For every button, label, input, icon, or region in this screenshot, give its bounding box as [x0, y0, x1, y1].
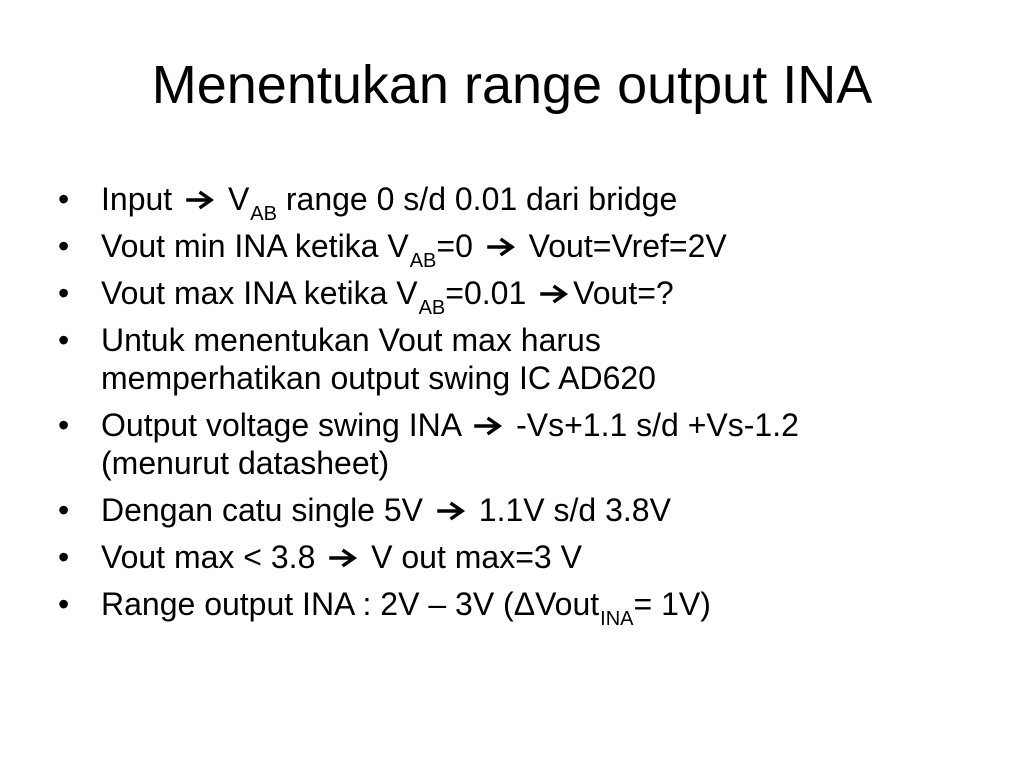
bullet-3-text-1: Vout max INA ketika V	[101, 275, 418, 311]
bullet-2-text-3: Vout=Vref=2V	[528, 228, 727, 264]
right-arrow-icon	[185, 189, 215, 211]
bullet-1-text-1: Input	[101, 181, 173, 217]
right-arrow-icon	[473, 415, 503, 437]
bullet-2-text-2: =0	[436, 228, 473, 264]
bullet-2-text-1: Vout min INA ketika V	[101, 228, 409, 264]
right-arrow-icon	[539, 283, 569, 305]
slide-title: Menentukan range output INA	[151, 55, 873, 115]
bullet-3-text-2: =0.01	[445, 275, 527, 311]
bullet-5-text-2: -Vs+1.1 s/d +Vs-1.2	[516, 407, 799, 443]
bullet-list	[56, 180, 991, 632]
bullet-7-text-2: V out max=3 V	[371, 539, 582, 575]
bullet-1-subscript: AB	[250, 203, 277, 225]
bullet-4-line-2: memperhatikan output swing IC AD620	[101, 360, 656, 396]
bullet-3-text-3: Vout=?	[573, 275, 674, 311]
bullet-6-text-1: Dengan catu single 5V	[101, 492, 423, 528]
bullet-7-text-1: Vout max < 3.8	[101, 539, 316, 575]
bullet-item-4	[56, 321, 991, 397]
bullet-3-subscript: AB	[418, 297, 446, 319]
right-arrow-icon	[328, 547, 358, 569]
bullet-4-line-1: • Untuk menentukan Vout max harus	[101, 322, 601, 358]
bullet-item-6	[56, 491, 991, 529]
bullet-5-text-1: Output voltage swing INA	[101, 407, 461, 443]
bullet-1-text-2: V	[227, 181, 250, 217]
right-arrow-icon	[486, 236, 516, 258]
bullet-8-text-2: = 1V)	[633, 586, 711, 622]
bullet-6-text-2: 1.1V s/d 3.8V	[478, 492, 671, 528]
bullet-item-5	[56, 406, 991, 482]
bullet-item-7	[56, 538, 991, 576]
bullet-item-3	[56, 274, 991, 319]
bullet-item-8	[56, 585, 991, 630]
bullet-1-text-3: range 0 s/d 0.01 dari bridge	[285, 181, 678, 217]
bullet-2-subscript: AB	[409, 250, 437, 272]
bullet-item-1	[56, 180, 991, 225]
bullet-item-2	[56, 227, 991, 272]
right-arrow-icon	[436, 500, 466, 522]
bullet-5-line-2: (menurut datasheet)	[101, 445, 390, 481]
bullet-8-subscript: INA	[600, 608, 634, 630]
bullet-8-text-1: Range output INA : 2V – 3V (ΔVout	[101, 586, 600, 622]
